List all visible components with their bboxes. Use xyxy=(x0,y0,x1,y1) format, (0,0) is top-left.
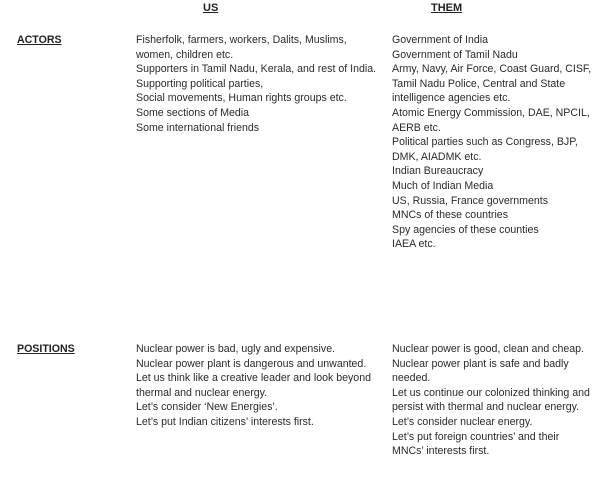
column-header-them: THEM xyxy=(431,2,463,14)
list-item: Nuclear power plant is safe and badly needed. xyxy=(392,357,569,385)
list-item: Army, Navy, Air Force, Coast Guard, CISF, Tamil Nadu Police, Central and State intelligence agencies etc. xyxy=(392,63,592,105)
section-label-actors: ACTORS xyxy=(17,34,62,46)
list-item: Political parties such as Congress, BJP, DMK, AIADMK etc. xyxy=(392,136,578,163)
list-item: Some international friends xyxy=(136,121,260,134)
actors-them-list xyxy=(392,33,592,252)
positions-them-list xyxy=(392,342,592,459)
list-item: MNCs of these countries xyxy=(392,209,508,222)
list-item: Let’s consider nuclear energy. xyxy=(392,415,533,428)
list-item: Some sections of Media xyxy=(136,106,250,119)
list-item: Social movements, Human rights groups etc. xyxy=(136,92,347,105)
list-item: Nuclear power is good, clean and cheap. xyxy=(392,343,584,355)
list-item: Spy agencies of these counties xyxy=(392,223,539,236)
list-item: US, Russia, France governments xyxy=(392,194,549,207)
positions-us-list xyxy=(136,342,371,430)
list-item: Let’s consider ‘New Energies’. xyxy=(136,401,278,414)
list-item: Nuclear power plant is dangerous and unwanted. xyxy=(136,357,367,370)
list-item: Government of India xyxy=(392,34,488,46)
list-item: Supporting political parties, xyxy=(136,77,264,90)
list-item: Atomic Energy Commission, DAE, NPCIL, AERB etc. xyxy=(392,106,590,134)
list-item: Let us think like a creative leader and look beyond thermal and nuclear energy. xyxy=(136,372,371,399)
list-item: Indian Bureaucracy xyxy=(392,165,484,178)
list-item: Let us continue our colonized thinking and persist with thermal and nuclear energy. xyxy=(392,386,590,414)
list-item: Supporters in Tamil Nadu, Kerala, and rest of India. xyxy=(136,63,377,76)
list-item: Fisherfolk, farmers, workers, Dalits, Muslims, women, children etc. xyxy=(136,34,347,61)
list-item: Let’s put Indian citizens’ interests first. xyxy=(136,415,314,428)
column-header-us: US xyxy=(203,2,219,14)
list-item: Nuclear power is bad, ugly and expensive. xyxy=(136,343,336,355)
list-item: Government of Tamil Nadu xyxy=(392,48,518,61)
section-label-positions: POSITIONS xyxy=(17,343,75,355)
list-item: IAEA etc. xyxy=(392,238,436,251)
actors-us-list xyxy=(136,33,386,135)
list-item: Let’s put foreign countries’ and their MNCs’ interests first. xyxy=(392,430,560,458)
list-item: Much of Indian Media xyxy=(392,179,494,192)
